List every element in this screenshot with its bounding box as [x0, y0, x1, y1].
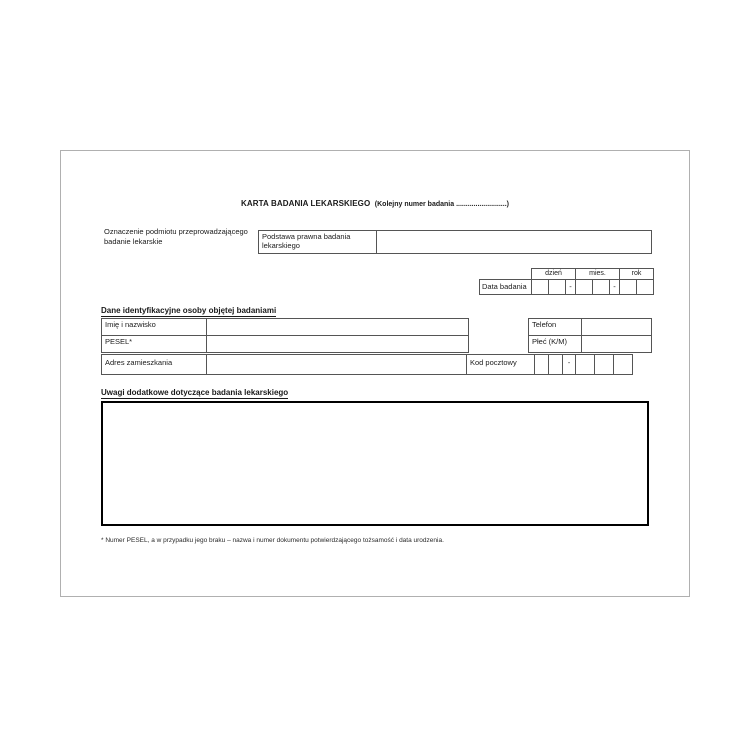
postal-cell-1[interactable]	[535, 355, 549, 375]
date-year-header: rok	[620, 269, 654, 280]
exam-date-table	[479, 268, 654, 295]
date-day-header: dzień	[532, 269, 576, 280]
identification-heading	[101, 306, 276, 317]
remarks-input-box[interactable]	[101, 401, 649, 526]
table-row	[102, 355, 633, 375]
form-page	[60, 150, 690, 597]
table-row	[529, 336, 652, 353]
pesel-footnote: * Numer PESEL, a w przypadku jego braku – nazwa i numer dokumentu potwierdzającego tożsamość i data urodzenia.	[101, 537, 444, 544]
date-month-cell-2[interactable]	[593, 280, 610, 295]
exam-date-header-row	[480, 269, 654, 280]
postal-separator: -	[563, 355, 576, 375]
address-table	[101, 354, 633, 375]
postal-code-label: Kod pocztowy	[467, 355, 535, 375]
pesel-label: PESEL*	[102, 336, 207, 353]
date-separator: -	[566, 280, 576, 295]
table-row	[259, 231, 652, 254]
identification-left-table	[101, 318, 469, 353]
phone-input[interactable]	[582, 319, 652, 336]
exam-date-label: Data badania	[480, 280, 532, 295]
remarks-heading-text: Uwagi dodatkowe dotyczące badania lekarskiego	[101, 388, 289, 397]
provider-designation-label: Oznaczenie podmiotu przeprowadzającego badanie lekarskie	[104, 227, 248, 246]
table-row	[102, 319, 469, 336]
date-year-cell-1[interactable]	[620, 280, 637, 295]
date-header-spacer	[480, 269, 532, 280]
legal-basis-label: Podstawa prawna badania lekarskiego	[259, 231, 377, 254]
postal-cell-4[interactable]	[595, 355, 614, 375]
postal-cell-5[interactable]	[614, 355, 633, 375]
table-row	[102, 336, 469, 353]
identification-heading-text: Dane identyfikacyjne osoby objętej badaniami	[101, 306, 277, 315]
form-title-number-suffix: (Kolejny numer badania ..........................)	[374, 201, 509, 208]
address-label: Adres zamieszkania	[102, 355, 207, 375]
form-title	[61, 193, 689, 211]
legal-basis-input[interactable]	[377, 231, 652, 254]
remarks-heading	[101, 388, 288, 399]
date-month-cell-1[interactable]	[576, 280, 593, 295]
address-input[interactable]	[207, 355, 467, 375]
pesel-input[interactable]	[207, 336, 469, 353]
date-day-cell-1[interactable]	[532, 280, 549, 295]
date-day-cell-2[interactable]	[549, 280, 566, 295]
sex-label: Płeć (K/M)	[529, 336, 582, 353]
postal-cell-2[interactable]	[549, 355, 563, 375]
date-separator: -	[610, 280, 620, 295]
name-label: Imię i nazwisko	[102, 319, 207, 336]
table-row	[529, 319, 652, 336]
sex-input[interactable]	[582, 336, 652, 353]
legal-basis-table	[258, 230, 652, 254]
phone-label: Telefon	[529, 319, 582, 336]
exam-date-row	[480, 280, 654, 295]
form-title-main: KARTA BADANIA LEKARSKIEGO	[241, 199, 371, 208]
date-year-cell-2[interactable]	[637, 280, 654, 295]
identification-right-table	[528, 318, 652, 353]
date-month-header: mies.	[576, 269, 620, 280]
name-input[interactable]	[207, 319, 469, 336]
postal-cell-3[interactable]	[576, 355, 595, 375]
